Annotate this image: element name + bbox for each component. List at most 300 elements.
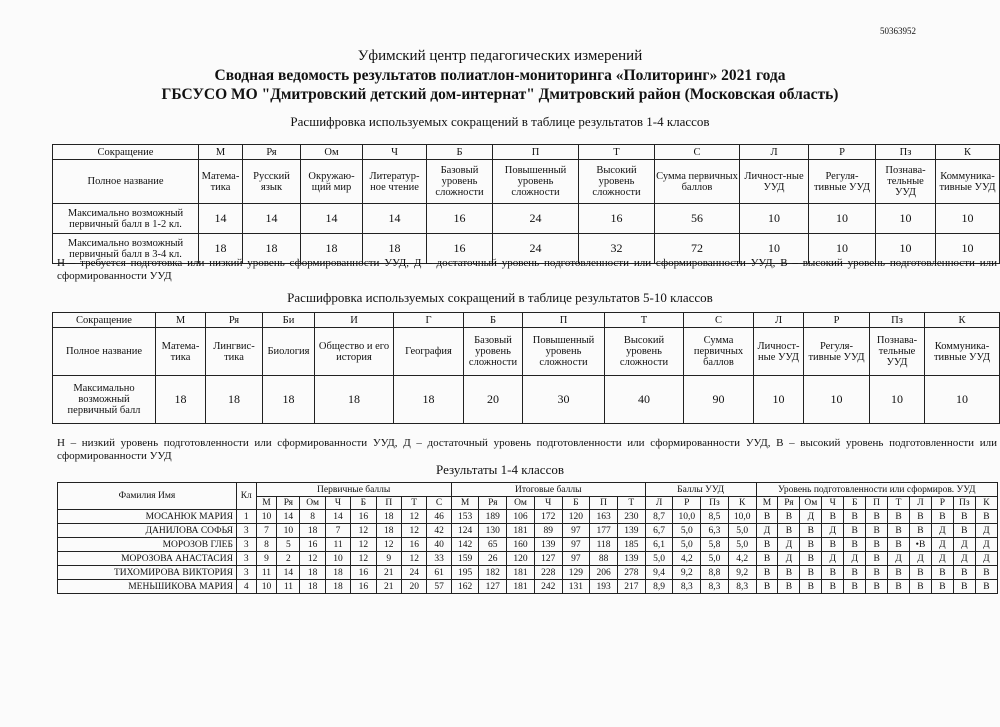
abbr14-code: Пз <box>876 145 936 160</box>
abbr14-code: Б <box>427 145 493 160</box>
final-score: 228 <box>534 566 562 580</box>
abbr14-max-1-2: 10 <box>809 204 876 234</box>
table-row <box>58 580 998 594</box>
primary-score: 16 <box>351 580 376 594</box>
primary-score: 12 <box>351 538 376 552</box>
final-score: 118 <box>590 538 618 552</box>
final-score: 130 <box>479 524 507 538</box>
level-mark: В <box>975 566 997 580</box>
abbr14-full-name: Высокий уровень сложности <box>579 160 655 204</box>
abbr510-code: Л <box>754 313 804 328</box>
abbr510-row-label: Сокращение <box>53 313 156 328</box>
uud-col-header: К <box>728 497 756 510</box>
uud-score: 9,2 <box>728 566 756 580</box>
abbr510-full-name: Матема-тика <box>156 328 206 376</box>
abbr14-code: Р <box>809 145 876 160</box>
level-mark: В <box>910 580 932 594</box>
level-mark: В <box>844 566 866 580</box>
abbr14-code: К <box>936 145 1000 160</box>
abbr510-full-name: Базовый уровень сложности <box>464 328 523 376</box>
final-score: 189 <box>479 510 507 524</box>
final-score: 163 <box>590 510 618 524</box>
level-mark: В <box>844 524 866 538</box>
final-score: 172 <box>534 510 562 524</box>
uud-score: 5,0 <box>728 524 756 538</box>
level-mark: В <box>800 580 822 594</box>
level-col-header: Л <box>910 497 932 510</box>
abbr510-full-name: Повышенный уровень сложности <box>523 328 605 376</box>
school-name: ГБСУСО МО "Дмитровский детский дом-интернат" Дмитровский район (Московская область) <box>161 86 839 103</box>
abbr14-row-label: Сокращение <box>53 145 199 160</box>
abbr510-full-name: Лингвис-тика <box>206 328 263 376</box>
level-mark: Д <box>931 524 953 538</box>
primary-col-header: П <box>376 497 401 510</box>
table-row <box>58 510 998 524</box>
abbr14-max-1-2: 16 <box>427 204 493 234</box>
abbr510-max: 18 <box>394 376 464 424</box>
level-col-header: Ря <box>778 497 800 510</box>
abbr14-code: Ря <box>243 145 301 160</box>
abbr510-full-name: Коммуника-тивные УУД <box>925 328 1000 376</box>
primary-score: 18 <box>325 580 350 594</box>
abbr510-code: Т <box>605 313 684 328</box>
level-mark: В <box>910 566 932 580</box>
primary-score: 12 <box>376 538 401 552</box>
level-mark: В <box>822 566 844 580</box>
final-score: 124 <box>451 524 479 538</box>
abbr14-max-1-2: 56 <box>655 204 740 234</box>
uud-col-header: Л <box>645 497 673 510</box>
abbr510-max: 90 <box>684 376 754 424</box>
final-col-header: Б <box>562 497 590 510</box>
level-mark: В <box>800 566 822 580</box>
primary-score: 10 <box>256 580 277 594</box>
level-mark: Д <box>931 552 953 566</box>
uud-col-header: Пз <box>701 497 729 510</box>
final-score: 142 <box>451 538 479 552</box>
final-score: 185 <box>617 538 645 552</box>
abbr14-caption: Расшифровка используемых сокращений в таблице результатов 1-4 классов <box>290 114 710 129</box>
abbr14-max-3-4: 18 <box>363 234 427 264</box>
final-score: 139 <box>617 524 645 538</box>
level-mark: Д <box>953 552 975 566</box>
level-mark: В <box>778 524 800 538</box>
final-score: 127 <box>534 552 562 566</box>
student-grade: 3 <box>236 538 256 552</box>
final-score: 127 <box>479 580 507 594</box>
level-mark: В <box>931 566 953 580</box>
level-mark: В <box>800 538 822 552</box>
abbr14-max-1-2: 14 <box>243 204 301 234</box>
level-mark: В <box>866 524 888 538</box>
abbr14-max-3-4: 16 <box>427 234 493 264</box>
final-score: 106 <box>507 510 535 524</box>
abbr14-max-1-2: 10 <box>740 204 809 234</box>
student-name: МОРОЗОВ ГЛЕБ <box>58 538 237 552</box>
final-score: 217 <box>617 580 645 594</box>
uud-score: 5,0 <box>701 552 729 566</box>
abbr14-full-name: Повышенный уровень сложности <box>493 160 579 204</box>
level-mark: В <box>931 580 953 594</box>
level-mark: В <box>778 566 800 580</box>
abbr14-full-name: Личност-ные УУД <box>740 160 809 204</box>
uud-score: 5,0 <box>673 524 701 538</box>
primary-score: 11 <box>325 538 350 552</box>
primary-score: 61 <box>427 566 451 580</box>
final-score: 177 <box>590 524 618 538</box>
table-row <box>58 524 998 538</box>
uud-score: 6,3 <box>701 524 729 538</box>
primary-score: 12 <box>402 510 427 524</box>
abbr510-full-name: Личност-ные УУД <box>754 328 804 376</box>
primary-score: 20 <box>402 580 427 594</box>
level-col-header: П <box>866 497 888 510</box>
primary-col-header: Т <box>402 497 427 510</box>
abbr14-full-name: Матема-тика <box>199 160 243 204</box>
level-mark: В <box>953 566 975 580</box>
abbr14-code: Т <box>579 145 655 160</box>
level-mark: Д <box>778 538 800 552</box>
primary-col-header: Б <box>351 497 376 510</box>
abbr510-max: 18 <box>263 376 315 424</box>
uud-score: 6,1 <box>645 538 673 552</box>
abbr14-row-label: Максимально возможный первичный балл в 1-2 кл. <box>53 204 199 234</box>
level-mark: В <box>975 580 997 594</box>
abbr510-full-name: География <box>394 328 464 376</box>
final-score: 278 <box>617 566 645 580</box>
table-row <box>58 538 998 552</box>
abbr510-max: 10 <box>754 376 804 424</box>
final-score: 162 <box>451 580 479 594</box>
level-col-header: М <box>756 497 778 510</box>
level-mark: В <box>866 580 888 594</box>
final-col-header: М <box>451 497 479 510</box>
abbr14-max-1-2: 24 <box>493 204 579 234</box>
document-number: 50363952 <box>880 26 916 36</box>
final-score: 97 <box>562 552 590 566</box>
abbr510-code: К <box>925 313 1000 328</box>
abbr14-full-name: Литератур-ное чтение <box>363 160 427 204</box>
primary-score: 10 <box>277 524 300 538</box>
abbr510-code: М <box>156 313 206 328</box>
header-level: Уровень подготовленности или сформиров. УУД <box>756 483 997 497</box>
abbr510-full-name: Биология <box>263 328 315 376</box>
abbr14-code: С <box>655 145 740 160</box>
abbr14-code: Ом <box>301 145 363 160</box>
primary-score: 9 <box>256 552 277 566</box>
final-col-header: Ом <box>507 497 535 510</box>
abbr14-table <box>52 144 1000 264</box>
level-col-header: Ом <box>800 497 822 510</box>
level-mark: В <box>953 510 975 524</box>
table-row <box>58 566 998 580</box>
primary-score: 18 <box>300 580 325 594</box>
abbr510-max: 40 <box>605 376 684 424</box>
primary-score: 33 <box>427 552 451 566</box>
abbr510-max: 30 <box>523 376 605 424</box>
abbr14-max-1-2: 14 <box>199 204 243 234</box>
uud-score: 8,5 <box>701 510 729 524</box>
primary-score: 57 <box>427 580 451 594</box>
primary-score: 14 <box>277 510 300 524</box>
uud-score: 8,3 <box>728 580 756 594</box>
abbr510-code: П <box>523 313 605 328</box>
abbr14-row-label: Максимально возможный первичный балл в 3-4 кл. <box>53 234 199 264</box>
student-name: ТИХОМИРОВА ВИКТОРИЯ <box>58 566 237 580</box>
level-mark: В <box>866 566 888 580</box>
final-score: 89 <box>534 524 562 538</box>
level-mark: В <box>866 510 888 524</box>
abbr14-row-label: Полное название <box>53 160 199 204</box>
level-mark: Д <box>778 552 800 566</box>
student-grade: 3 <box>236 552 256 566</box>
level-mark: В <box>953 580 975 594</box>
level-mark: В <box>888 510 910 524</box>
primary-score: 18 <box>300 566 325 580</box>
abbr14-full-name: Регуля-тивные УУД <box>809 160 876 204</box>
final-col-header: Ч <box>534 497 562 510</box>
student-name: МОСАНЮК МАРИЯ <box>58 510 237 524</box>
uud-score: 5,8 <box>701 538 729 552</box>
abbr510-code: С <box>684 313 754 328</box>
uud-score: 10,0 <box>673 510 701 524</box>
level-mark: Д <box>910 552 932 566</box>
level-mark: •В <box>910 538 932 552</box>
level-col-header: Пз <box>953 497 975 510</box>
uud-score: 9,4 <box>645 566 673 580</box>
table-row <box>58 552 998 566</box>
level-mark: В <box>888 538 910 552</box>
level-mark: Д <box>822 552 844 566</box>
uud-score: 5,0 <box>728 538 756 552</box>
final-score: 131 <box>562 580 590 594</box>
uud-score: 5,0 <box>673 538 701 552</box>
final-score: 193 <box>590 580 618 594</box>
abbr510-max: 10 <box>925 376 1000 424</box>
level-mark: Д <box>756 524 778 538</box>
level-mark: В <box>953 524 975 538</box>
final-score: 160 <box>507 538 535 552</box>
primary-col-header: М <box>256 497 277 510</box>
primary-score: 8 <box>300 510 325 524</box>
level-mark: Д <box>975 538 997 552</box>
level-mark: В <box>822 580 844 594</box>
primary-score: 12 <box>402 524 427 538</box>
student-grade: 3 <box>236 524 256 538</box>
level-mark: Д <box>800 510 822 524</box>
level-col-header: Ч <box>822 497 844 510</box>
header-final: Итоговые баллы <box>451 483 645 497</box>
student-name: МОРОЗОВА АНАСТАСИЯ <box>58 552 237 566</box>
uud-score: 8,8 <box>701 566 729 580</box>
abbr14-code: Ч <box>363 145 427 160</box>
primary-score: 16 <box>351 510 376 524</box>
primary-score: 12 <box>351 524 376 538</box>
abbr14-full-name: Познава-тельные УУД <box>876 160 936 204</box>
final-score: 181 <box>507 580 535 594</box>
primary-score: 16 <box>402 538 427 552</box>
primary-score: 21 <box>376 566 401 580</box>
final-score: 139 <box>534 538 562 552</box>
abbr14-max-3-4: 72 <box>655 234 740 264</box>
final-score: 97 <box>562 538 590 552</box>
uud-score: 4,2 <box>728 552 756 566</box>
header-uud: Баллы УУД <box>645 483 756 497</box>
primary-score: 16 <box>300 538 325 552</box>
abbr14-max-1-2: 14 <box>363 204 427 234</box>
final-col-header: П <box>590 497 618 510</box>
final-score: 65 <box>479 538 507 552</box>
abbr510-full-name: Высокий уровень сложности <box>605 328 684 376</box>
level-col-header: Т <box>888 497 910 510</box>
level-mark: Д <box>953 538 975 552</box>
primary-col-header: С <box>427 497 451 510</box>
final-score: 181 <box>507 524 535 538</box>
abbr510-max: 20 <box>464 376 523 424</box>
final-score: 153 <box>451 510 479 524</box>
abbr14-max-3-4: 10 <box>936 234 1000 264</box>
uud-score: 8,7 <box>645 510 673 524</box>
primary-score: 40 <box>427 538 451 552</box>
level-mark: В <box>844 580 866 594</box>
primary-score: 12 <box>402 552 427 566</box>
final-score: 195 <box>451 566 479 580</box>
abbr14-full-name: Сумма первичных баллов <box>655 160 740 204</box>
abbr510-row-label: Максимально возможный первичный балл <box>53 376 156 424</box>
primary-score: 12 <box>351 552 376 566</box>
primary-score: 10 <box>256 510 277 524</box>
abbr510-full-name: Познава-тельные УУД <box>870 328 925 376</box>
final-score: 97 <box>562 524 590 538</box>
uud-score: 6,7 <box>645 524 673 538</box>
level-mark: В <box>844 538 866 552</box>
primary-col-header: Ом <box>300 497 325 510</box>
level-col-header: К <box>975 497 997 510</box>
level-mark: В <box>931 510 953 524</box>
level-mark: В <box>822 538 844 552</box>
student-grade: 4 <box>236 580 256 594</box>
level-mark: В <box>778 580 800 594</box>
primary-score: 16 <box>351 566 376 580</box>
final-score: 206 <box>590 566 618 580</box>
primary-score: 21 <box>376 580 401 594</box>
level-mark: В <box>756 538 778 552</box>
primary-score: 14 <box>325 510 350 524</box>
primary-score: 11 <box>277 580 300 594</box>
abbr14-note: Н – требуется подготовка или низкий уровень сформированности УУД, Д – достаточный уровень подготовленности или сформированности УУД, В – высокий уровень подготовленности или сформированности УУД <box>57 257 997 282</box>
primary-score: 9 <box>376 552 401 566</box>
abbr14-max-1-2: 10 <box>936 204 1000 234</box>
primary-score: 8 <box>256 538 277 552</box>
primary-score: 7 <box>325 524 350 538</box>
primary-score: 11 <box>256 566 277 580</box>
abbr510-full-name: Регуля-тивные УУД <box>804 328 870 376</box>
final-score: 242 <box>534 580 562 594</box>
abbr14-max-3-4: 24 <box>493 234 579 264</box>
primary-score: 18 <box>300 524 325 538</box>
level-mark: В <box>756 580 778 594</box>
level-mark: В <box>844 510 866 524</box>
abbr510-note: Н – низкий уровень подготовленности или сформированности УУД, Д – достаточный уровень подготовленности или сформированности УУД, В – высокий уровень подготовленности или сформированности УУД <box>57 437 997 462</box>
document-title: Сводная ведомость результатов полиатлон-мониторинга «Политоринг» 2021 года <box>214 67 786 84</box>
abbr510-code: Би <box>263 313 315 328</box>
level-col-header: Р <box>931 497 953 510</box>
final-col-header: Ря <box>479 497 507 510</box>
abbr14-code: Л <box>740 145 809 160</box>
abbr14-max-3-4: 10 <box>740 234 809 264</box>
abbr510-code: Пз <box>870 313 925 328</box>
primary-score: 10 <box>325 552 350 566</box>
abbr510-row-label: Полное название <box>53 328 156 376</box>
primary-score: 14 <box>277 566 300 580</box>
level-mark: Д <box>822 524 844 538</box>
abbr14-code: П <box>493 145 579 160</box>
abbr510-max: 18 <box>206 376 263 424</box>
level-mark: Д <box>931 538 953 552</box>
final-score: 159 <box>451 552 479 566</box>
abbr510-max: 18 <box>315 376 394 424</box>
uud-score: 8,3 <box>701 580 729 594</box>
level-mark: В <box>778 510 800 524</box>
abbr510-code: Р <box>804 313 870 328</box>
abbr14-max-3-4: 32 <box>579 234 655 264</box>
level-mark: Д <box>975 524 997 538</box>
level-mark: В <box>822 510 844 524</box>
student-name: МЕНЬШИКОВА МАРИЯ <box>58 580 237 594</box>
final-score: 120 <box>507 552 535 566</box>
results14-table <box>57 482 998 594</box>
final-score: 88 <box>590 552 618 566</box>
abbr14-max-3-4: 10 <box>876 234 936 264</box>
header-primary: Первичные баллы <box>256 483 451 497</box>
level-col-header: Б <box>844 497 866 510</box>
abbr510-max: 18 <box>156 376 206 424</box>
organization-name: Уфимский центр педагогических измерений <box>357 48 643 64</box>
primary-score: 46 <box>427 510 451 524</box>
final-score: 230 <box>617 510 645 524</box>
student-name: ДАНИЛОВА СОФЬЯ <box>58 524 237 538</box>
final-score: 139 <box>617 552 645 566</box>
level-mark: В <box>866 538 888 552</box>
primary-score: 12 <box>300 552 325 566</box>
abbr510-code: Ря <box>206 313 263 328</box>
abbr510-full-name: Сумма первичных баллов <box>684 328 754 376</box>
uud-score: 8,3 <box>673 580 701 594</box>
abbr14-full-name: Русский язык <box>243 160 301 204</box>
abbr510-table <box>52 312 1000 424</box>
uud-score: 8,9 <box>645 580 673 594</box>
level-mark: В <box>756 552 778 566</box>
primary-score: 42 <box>427 524 451 538</box>
final-score: 182 <box>479 566 507 580</box>
primary-col-header: Ч <box>325 497 350 510</box>
abbr14-max-3-4: 18 <box>301 234 363 264</box>
abbr14-max-1-2: 16 <box>579 204 655 234</box>
uud-col-header: Р <box>673 497 701 510</box>
abbr510-caption: Расшифровка используемых сокращений в таблице результатов 5-10 классов <box>287 290 713 305</box>
uud-score: 9,2 <box>673 566 701 580</box>
level-mark: Д <box>888 552 910 566</box>
primary-score: 7 <box>256 524 277 538</box>
level-mark: В <box>910 524 932 538</box>
level-mark: В <box>975 510 997 524</box>
abbr14-max-3-4: 10 <box>809 234 876 264</box>
abbr14-full-name: Коммуника-тивные УУД <box>936 160 1000 204</box>
student-grade: 3 <box>236 566 256 580</box>
primary-score: 18 <box>376 510 401 524</box>
level-mark: В <box>756 510 778 524</box>
abbr14-max-3-4: 18 <box>243 234 301 264</box>
